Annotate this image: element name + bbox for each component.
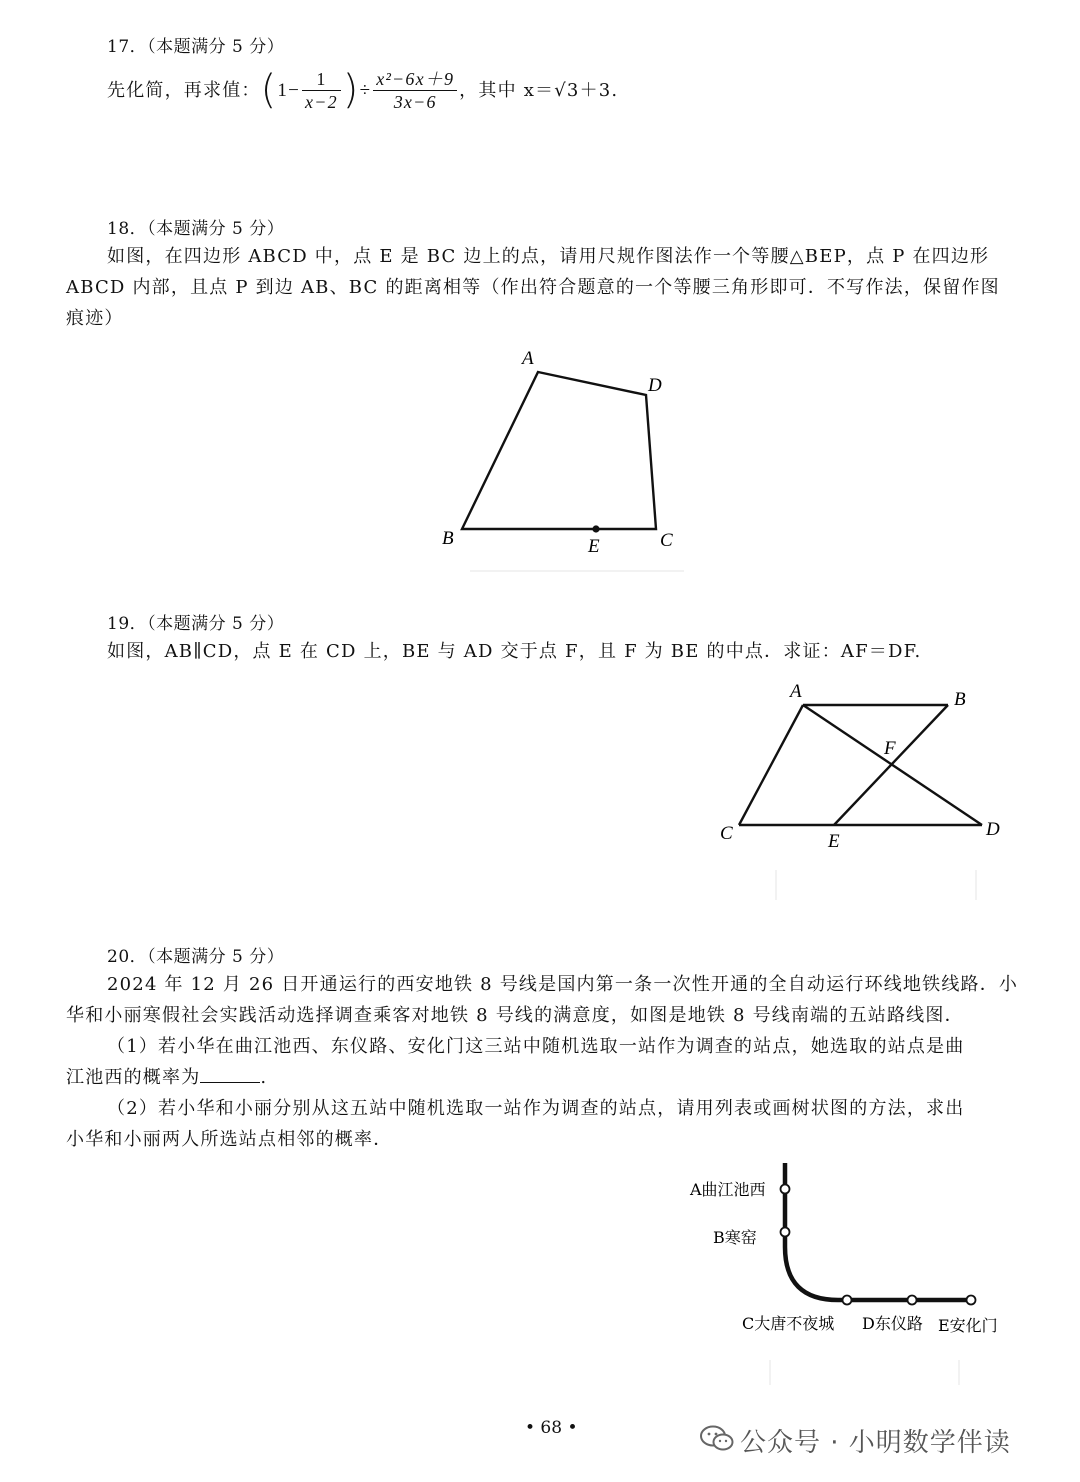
label-b: B — [442, 528, 454, 549]
point-e — [592, 525, 599, 532]
page-number: • 68 • — [525, 1418, 578, 1438]
q17-frac1-numerator: 1 — [302, 68, 341, 91]
segment-ac — [739, 705, 803, 825]
label-b: B — [954, 689, 966, 710]
label-d: D — [986, 819, 1000, 840]
label-c: C — [660, 530, 673, 551]
label-a: A — [790, 681, 802, 702]
station-d-label: D东仪路 — [862, 1314, 923, 1333]
quadrilateral-abcd — [462, 372, 656, 529]
q17-one: 1− — [277, 79, 301, 101]
wechat-icon — [700, 1425, 734, 1451]
q20-sub1-line1: （1）若小华在曲江池西、东仪路、安化门这三站中随机选取一站作为调查的站点，她选取的站点是曲 — [107, 1036, 965, 1057]
q20-text-line2: 华和小丽寒假社会实践活动选择调查乘客对地铁 8 号线的满意度，如图是地铁 8 号线南端的五站路线图． — [66, 1005, 964, 1026]
right-paren: ) — [342, 67, 360, 113]
q18-heading: 18．（本题满分 5 分） — [107, 219, 285, 239]
q17-frac2-numerator: x²−6x＋9 — [373, 68, 457, 91]
station-a-marker — [781, 1185, 790, 1194]
metro-line-map — [680, 1155, 1020, 1390]
q17-fraction-1 — [302, 68, 341, 113]
segment-be — [834, 705, 948, 825]
station-c-label: C大唐不夜城 — [742, 1314, 835, 1333]
q17-suffix: ，其中 x＝√3＋3. — [459, 79, 619, 101]
q17-expression — [107, 62, 618, 118]
q20-sub1-prefix: 江池西的概率为 — [66, 1067, 201, 1088]
divide-sign: ÷ — [359, 79, 372, 101]
q19-parallel-figure — [700, 672, 1020, 907]
station-e-marker — [967, 1296, 976, 1305]
q18-text-line2: ABCD 内部，且点 P 到边 AB、BC 的距离相等（作出符合题意的一个等腰三角形即可．不写作法，保留作图 — [66, 277, 1000, 298]
q18-text-line3: 痕迹） — [66, 308, 124, 329]
station-b-label: B寒窑 — [713, 1228, 757, 1247]
watermark: 公众号 · 小明数学伴读 — [740, 1428, 1011, 1458]
q20-sub1-line2 — [66, 1062, 267, 1093]
left-paren: ( — [260, 67, 278, 113]
label-e: E — [828, 831, 840, 852]
q17-prefix: 先化简，再求值： — [107, 79, 261, 101]
metro-line-8 — [785, 1163, 975, 1300]
station-d-marker — [908, 1296, 917, 1305]
q20-heading: 20．（本题满分 5 分） — [107, 947, 285, 967]
q20-sub2-line1: （2）若小华和小丽分别从这五站中随机选取一站作为调查的站点，请用列表或画树状图的方法，求出 — [107, 1098, 965, 1119]
q17-frac2-denominator: 3x−6 — [393, 91, 437, 112]
q18-quadrilateral-figure — [430, 340, 720, 600]
q19-text-line1: 如图，AB∥CD，点 E 在 CD 上，BE 与 AD 交于点 F，且 F 为 BE 的中点．求证：AF＝DF. — [107, 641, 922, 662]
label-e: E — [588, 536, 600, 557]
station-b-marker — [781, 1228, 790, 1237]
label-c: C — [720, 823, 733, 844]
q20-sub1-suffix: . — [260, 1067, 268, 1088]
station-a-label: A曲江池西 — [690, 1180, 766, 1199]
q18-text-line1: 如图，在四边形 ABCD 中，点 E 是 BC 边上的点，请用尺规作图法作一个等腰△BEP，点 P 在四边形 — [107, 246, 990, 267]
station-e-label: E安化门 — [938, 1316, 998, 1335]
station-c-marker — [843, 1296, 852, 1305]
label-d: D — [648, 375, 662, 396]
label-a: A — [522, 348, 534, 369]
q17-fraction-2 — [373, 68, 457, 113]
q17-frac1-denominator: x−2 — [305, 91, 338, 112]
q20-text-line1: 2024 年 12 月 26 日开通运行的西安地铁 8 号线是国内第一条一次性开通的全自动运行环线地铁线路．小 — [107, 974, 1019, 995]
q19-heading: 19．（本题满分 5 分） — [107, 614, 285, 634]
q17-heading: 17．（本题满分 5 分） — [107, 37, 285, 57]
answer-blank[interactable] — [200, 1062, 260, 1083]
q20-sub2-line2: 小华和小丽两人所选站点相邻的概率． — [66, 1129, 393, 1150]
label-f: F — [884, 738, 896, 759]
